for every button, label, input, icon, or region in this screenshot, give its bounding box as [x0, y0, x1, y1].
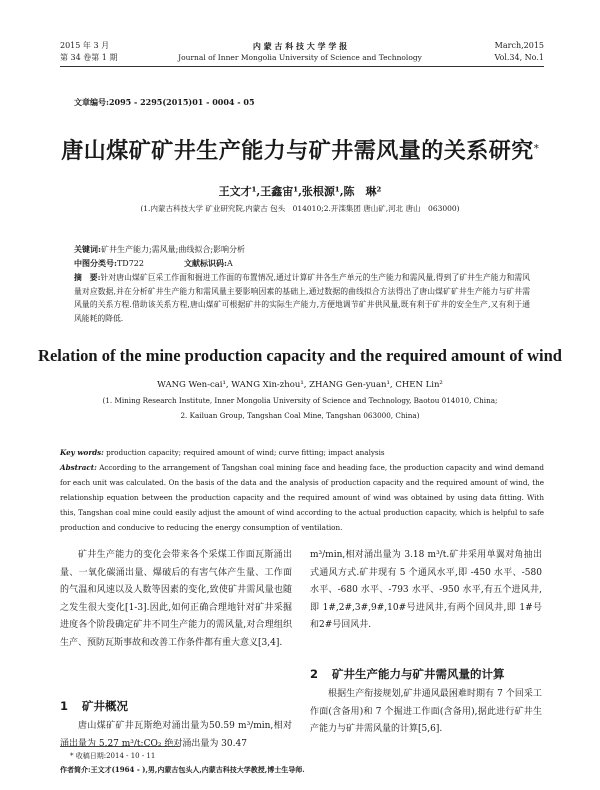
en-title: Relation of the mine production capacity and the required amount of wind — [38, 346, 562, 365]
section-2-title: 矿井生产能力与矿井需风量的计算 — [332, 667, 505, 681]
section-1-number: 1 — [60, 699, 69, 713]
header-date: 2015 年 3 月 — [60, 41, 110, 50]
cn-title: 唐山煤矿矿井生产能力与矿井需风量的关系研究 — [61, 139, 534, 164]
cn-class-line — [74, 257, 534, 270]
en-abstract — [60, 460, 544, 535]
footnote-author: 作者简介:王文才(1964 - ),男,内蒙古包头人,内蒙古科技大学教授,博士生导师. — [60, 765, 305, 774]
section-1-heading — [60, 695, 292, 714]
cn-doc-label: 文献标识码: — [183, 258, 227, 268]
section-1-text: 唐山煤矿矿井瓦斯绝对涌出量为50.59 m³/min,相对涌出量为 5.27 m³/t;CO₂ 绝对涌出量为 30.47 — [60, 721, 292, 749]
header-vol-no: Vol.34, No.1 — [494, 53, 544, 62]
section-2-heading — [310, 663, 542, 682]
en-keywords: production capacity; required amount of wind; curve fitting; impact analysis — [106, 448, 385, 457]
header-rule — [60, 66, 544, 67]
cn-title-mark: * — [533, 143, 539, 155]
cn-abstract-label: 摘 要: — [74, 273, 101, 282]
section-1-continued: m³/min,相对涌出量为 3.18 m³/t.矿井采用单翼对角抽出式通风方式.矿井现有 5 个通风水平,即 -450 水平、-580 水平、-680 水平、-793 水平、-950 水平,有五个进风井,即 1#,2#,3#,9#,10#号进风井,有两个回风井,即 1#号和2#号回风井. — [310, 550, 542, 630]
en-authors: WANG Wen-cai¹, WANG Xin-zhou¹, ZHANG Gen-yuan¹, CHEN Lin² — [157, 380, 443, 390]
en-abstract-text: According to the arrangement of Tangshan coal mining face and heading face, the production capacity and wind demand for each unit was calculated. On the basis of the data and the analysis of production capacity and the required amount of wind, the relationship equation between the production capacity and the required amount of wind was obtained by using data fitting. With this, Tangshan coal mine could easily adjust the amount of wind according to the actual production capacity, which is helpful to safe production and conducive to reducing the energy consumption of ventilation. — [60, 463, 544, 532]
en-affiliation-1: (1. Mining Research Institute, Inner Mongolia University of Science and Technology, Baotou 014010, China; — [102, 396, 498, 405]
en-keywords-line — [60, 446, 544, 460]
cn-class-label: 中图分类号: — [74, 258, 117, 268]
cn-abstract — [74, 271, 530, 325]
cn-doc: A — [226, 259, 233, 268]
cn-authors: 王文才¹,王鑫宙¹,张根源¹,陈 琳² — [218, 185, 382, 198]
en-affiliation-2: 2. Kailuan Group, Tangshan Coal Mine, Tangshan 063000, China) — [180, 411, 420, 420]
en-keywords-label: Key words: — [60, 448, 104, 457]
en-abstract-label: Abstract: — [60, 463, 97, 472]
cn-class: TD722 — [116, 259, 144, 268]
en-title-block — [30, 346, 570, 366]
section-2-text: 根据生产衔接规划,矿井通风最困难时期有 7 个回采工作面(含备用)和 7 个掘进工作面(含备用),据此进行矿井生产能力与矿井需风量的计算[5,6]. — [310, 689, 542, 734]
article-number: 文章编号:2095 - 2295(2015)01 - 0004 - 05 — [74, 97, 255, 107]
cn-title-block — [40, 134, 560, 165]
cn-keywords-line — [74, 243, 534, 256]
cn-keywords: 矿井生产能力;需风量;曲线拟合;影响分析 — [100, 245, 246, 254]
header-journal-en: Journal of Inner Mongolia University of Science and Technology — [178, 53, 422, 62]
footnote-rule — [60, 746, 180, 747]
cn-keywords-label: 关键词: — [74, 244, 101, 254]
intro-paragraph: 矿井生产能力的变化会带来各个采煤工作面瓦斯涌出量、一氧化碳涌出量、爆破后的有害气体产生量、工作面的气温和风速以及人数等因素的变化,致使矿井需风量也随之发生很大变化[1-3].因此,如何正确合理地针对矿井采掘进度各个阶段确定矿井不同生产能力的需风量,对合理组织生产、预防瓦斯事故和改善工作条件都有重大意义[3,4]. — [60, 550, 292, 648]
header-month: March,2015 — [494, 41, 544, 50]
footnote-received: * 收稿日期:2014 - 10 - 11 — [70, 752, 156, 760]
section-2-number: 2 — [310, 667, 319, 681]
cn-abstract-text: 针对唐山煤矿巨采工作面和掘进工作面的布置情况,通过计算矿井各生产单元的生产能力和需风量,得到了矿井生产能力和需风量对应数据,并在分析矿井生产能力和需风量主要影响因素的基础上,通过数据的曲线拟合方法得出了唐山煤矿矿井生产能力与矿井需风量的关系方程.借助该关系方程,唐山煤矿可根据矿井的实际生产能力,方便地调节矿井供风量,既有利于矿井的安全生产,又有利于通风能耗的降低. — [74, 273, 530, 323]
header-journal-cn: 内 蒙 古 科 技 大 学 学 报 — [252, 41, 348, 51]
cn-affiliation: (1.内蒙古科技大学 矿业研究院,内蒙古 包头 014010;2.开滦集团 唐山矿,河北 唐山 063000) — [140, 204, 460, 213]
header-volume: 第 34 卷第 1 期 — [60, 53, 118, 62]
section-1-title: 矿井概况 — [82, 699, 129, 713]
